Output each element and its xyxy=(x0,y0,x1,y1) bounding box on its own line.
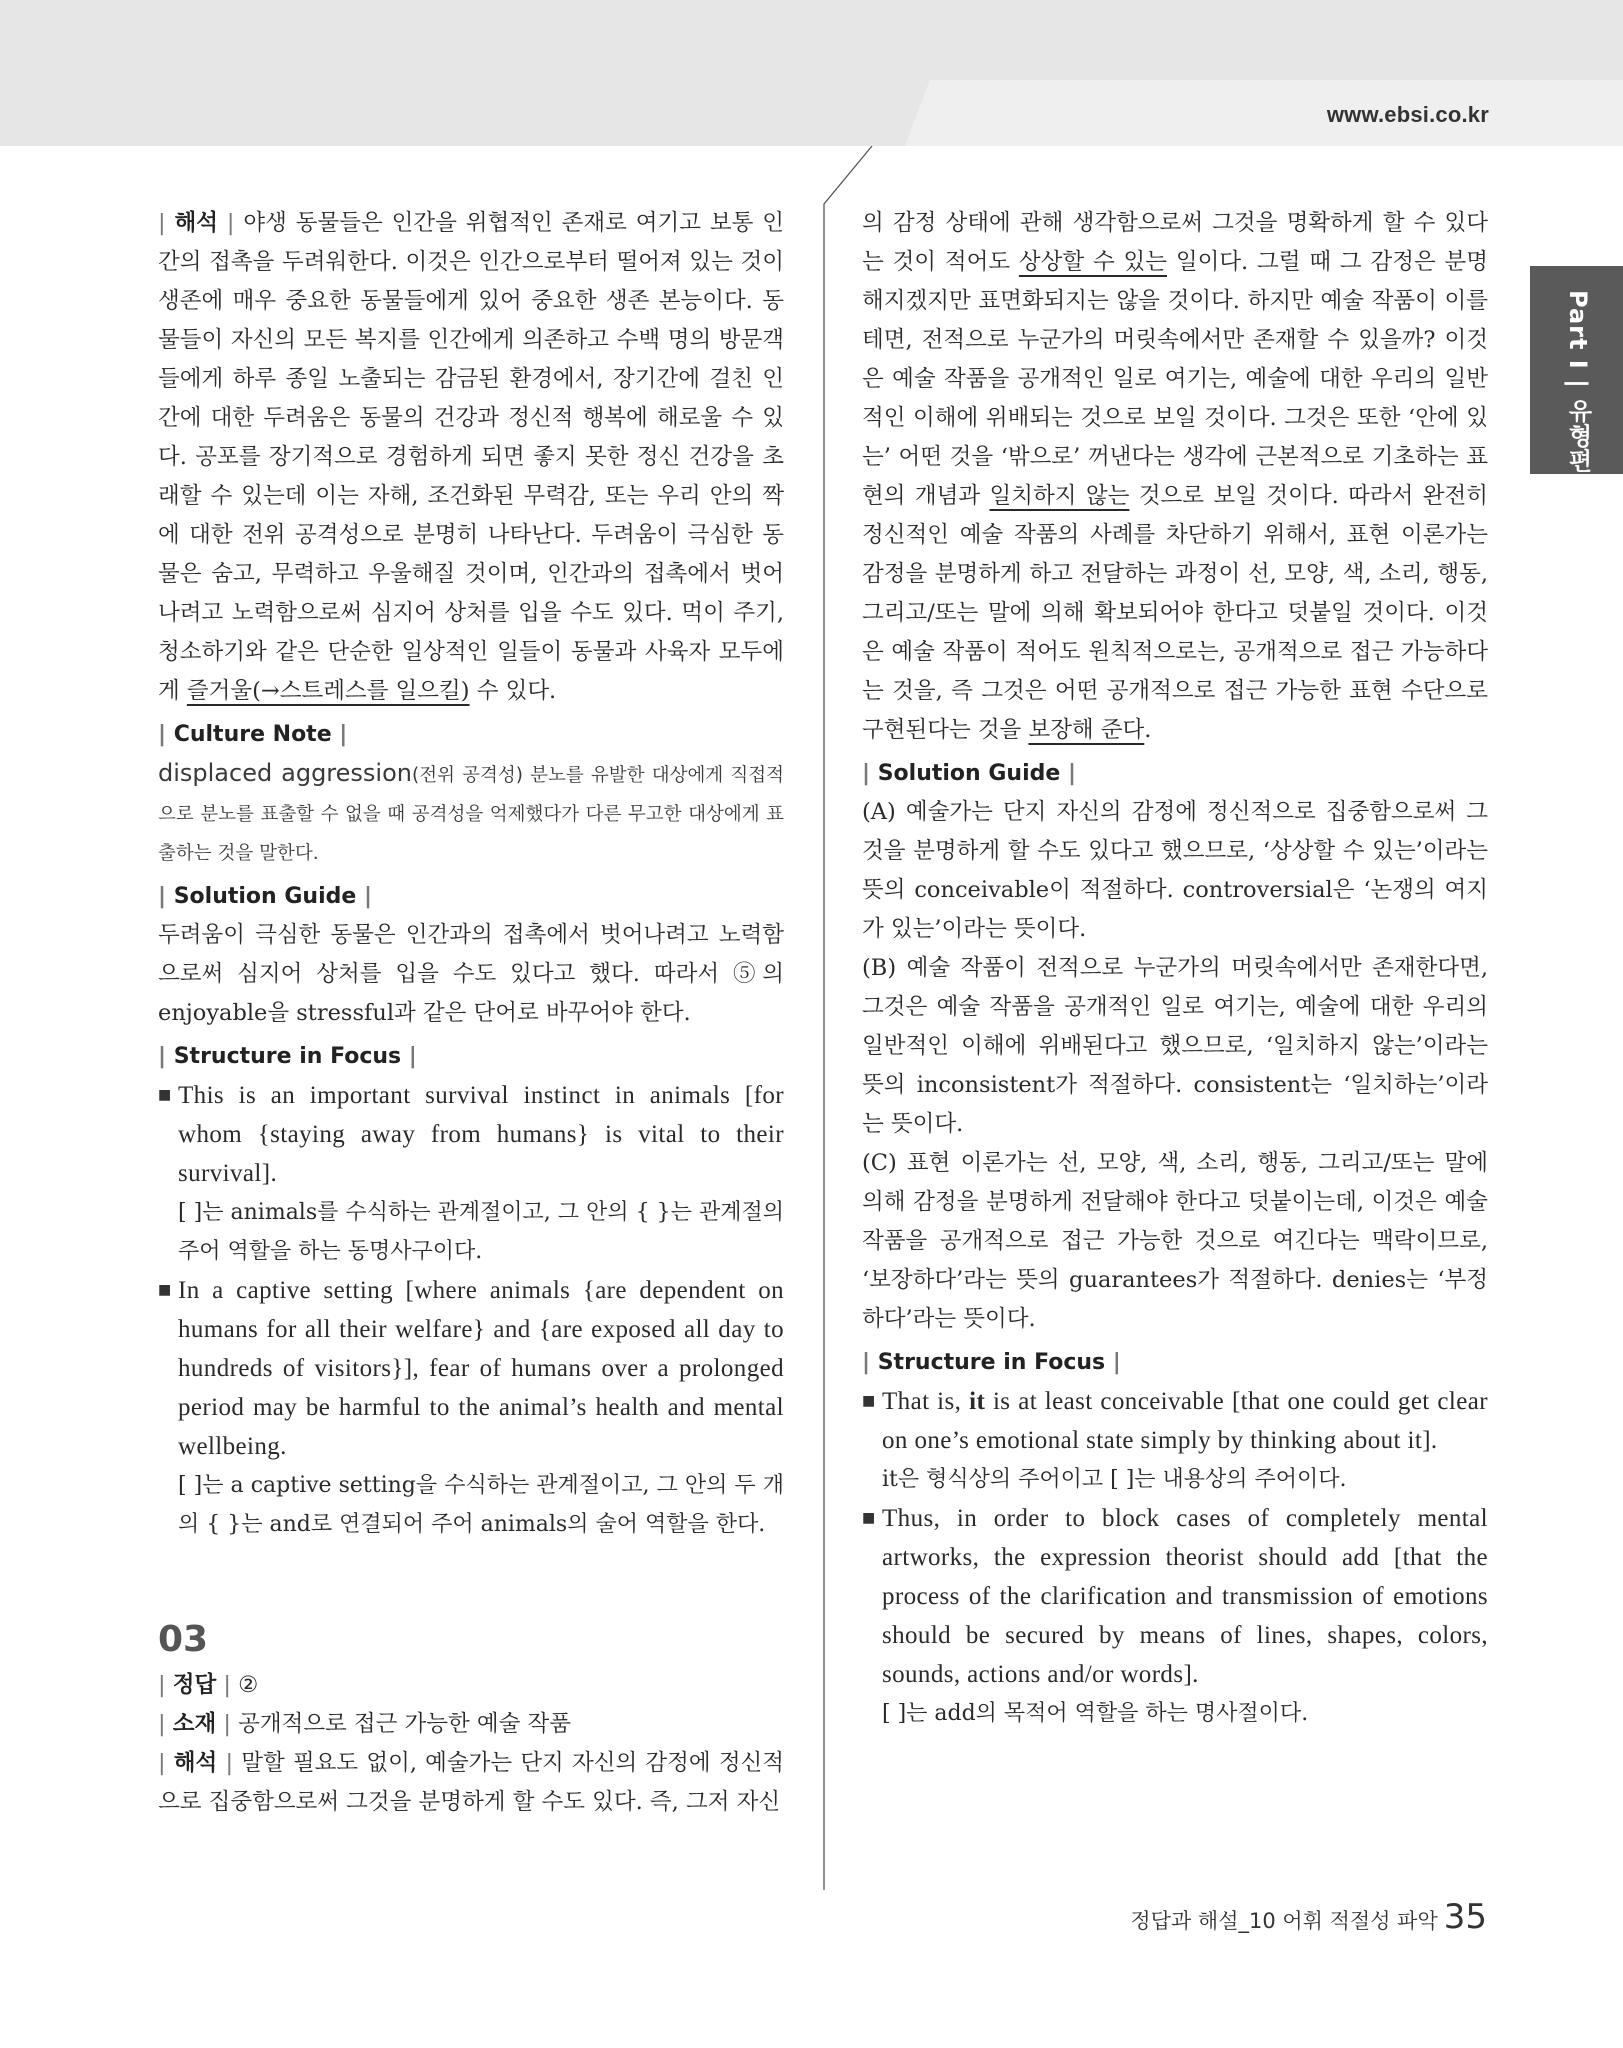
culture-note-text: displaced aggression(전위 공격성) 분노를 유발한 대상에게 직접적으로 분노를 표출할 수 없을 때 공격성을 억제했다가 다른 무고한 대상에게 표출하는 것을 말한다. xyxy=(158,759,784,864)
side-tab-label: Part I | 유형편 xyxy=(1564,290,1592,474)
square-bullet-icon: ■ xyxy=(158,1087,172,1103)
translation-paragraph: | 해석 | 야생 동물들은 인간을 위협적인 존재로 여기고 보통 인간의 접촉을 두려워한다. 이것은 인간으로부터 떨어져 있는 것이 생존에 매우 중요한 동물들에게 있어 중요한 생존 본능이다. 동물들이 자신의 모든 복지를 인간에게 의존하고 수백 명의 방문객들에게 하루 종일 노출되는 감금된 환경에서, 장기간에 걸친 인간에 대한 두려움은 동물의 건강과 정신적 행복에 해로울 수 있다. 공포를 장기적으로 경험하게 되면 좋지 못한 정신 건강을 초래할 수 있는데 이는 자해, 조건화된 무력감, 또는 우리 안의 짝에 대한 전위 공격성으로 분명히 나타난다. 두려움이 극심한 동물은 숨고, 무력하고 우울해질 것이며, 인간과의 접촉에서 벗어나려고 노력함으로써 심지어 상처를 입을 수도 있다. 먹이 주기, 청소하기와 같은 단순한 일상적인 일들이 동물과 사육자 모두에게 즐거울(→스트레스를 일으킬) 수 있다. xyxy=(158,210,784,704)
structure-item: ■ That is, it is at least conceivable [that one could get clear on one’s emotional state simply by thinking about it]. it은 형식상의 주어이고 [ ]는 내용상의 주어이다. xyxy=(862,1382,1488,1499)
structure-item: ■ This is an important survival instinct in animals [for whom {staying away from humans} is vital to their survival]. [ ]는 animals를 수식하는 관계절이고, 그 안의 { }는 관계절의 주어 역할을 하는 동명사구이다. xyxy=(158,1076,784,1271)
translation-continued: 의 감정 상태에 관해 생각함으로써 그것을 명확하게 할 수 있다는 것이 적어도 상상할 수 있는 일이다. 그럴 때 그 감정은 분명해지겠지만 표면화되지는 않을 것이다. 하지만 예술 작품이 이를테면, 전적으로 누군가의 머릿속에서만 존재할 수 있을까? 이것은 예술 작품을 공개적인 일로 여기는, 예술에 대한 우리의 일반적인 이해에 위배되는 것으로 보일 것이다. 그것은 또한 ‘안에 있는’ 어떤 것을 ‘밖으로’ 꺼낸다는 생각에 근본적으로 기초하는 표현의 개념과 일치하지 않는 것으로 보일 것이다. 따라서 완전히 정신적인 예술 작품의 사례를 차단하기 위해서, 표현 이론가는 감정을 분명하게 하고 전달하는 과정이 선, 모양, 색, 소리, 행동, 그리고/또는 말에 의해 확보되어야 한다고 덧붙일 것이다. 이것은 예술 작품이 적어도 원칙적으로는, 공개적으로 접근 가능하다는 것을, 즉 그것은 어떤 공개적으로 접근 가능한 표현 수단으로 구현된다는 것을 보장해 준다. xyxy=(862,210,1489,743)
culture-note-heading: | Culture Note | xyxy=(158,722,348,747)
square-bullet-icon: ■ xyxy=(862,1510,876,1526)
solution-c: (C) 표현 이론가는 선, 모양, 색, 소리, 행동, 그리고/또는 말에 의해 감정을 분명하게 전달해야 한다고 덧붙이는데, 이것은 예술 작품을 공개적으로 접근 가능한 것으로 여긴다는 맥락이므로, ‘보장하다’라는 뜻의 guarantees가 적절하다. denies는 ‘부정하다’라는 뜻이다. xyxy=(862,1150,1488,1332)
square-bullet-icon: ■ xyxy=(862,1393,876,1409)
structure-heading: | Structure in Focus | xyxy=(158,1044,417,1069)
answer-line: | 정답 | ② xyxy=(158,1672,259,1698)
question-number: 03 xyxy=(158,1619,209,1660)
underlined-answer: 즐거울(→스트레스를 일으킬) xyxy=(186,678,470,704)
structure-heading: | Structure in Focus | xyxy=(862,1350,1121,1375)
structure-item: ■ Thus, in order to block cases of completely mental artworks, the expression theorist should add [that the process of the clarification and transmission of emotions should be secured by means of lines, shapes, colors, sounds, actions and/or words]. [ ]는 add의 목적어 역할을 하는 명사절이다. xyxy=(862,1499,1488,1733)
translation2-paragraph: | 해석 | 말할 필요도 없이, 예술가는 단지 자신의 감정에 정신적으로 집중함으로써 그것을 분명하게 할 수도 있다. 즉, 그저 자신 xyxy=(158,1750,785,1815)
underlined-c: 보장해 준다 xyxy=(1028,717,1145,743)
solution-guide-text: 두려움이 극심한 동물은 인간과의 접촉에서 벗어나려고 노력함으로써 심지어 상처를 입을 수도 있다고 했다. 따라서 ⑤의 enjoyable을 stressful과 같은 단어로 바꾸어야 한다. xyxy=(158,922,784,1026)
solution-a: (A) 예술가는 단지 자신의 감정에 정신적으로 집중함으로써 그것을 분명하게 할 수도 있다고 했으므로, ‘상상할 수 있는’이라는 뜻의 conceivable이 적절하다. controversial은 ‘논쟁의 여지가 있는’이라는 뜻이다. xyxy=(862,799,1488,942)
underlined-a: 상상할 수 있는 xyxy=(1018,249,1168,275)
square-bullet-icon: ■ xyxy=(158,1282,172,1298)
structure-item: ■ In a captive setting [where animals {are dependent on humans for all their welfare} and {are exposed all day to hundreds of visitors}], fear of humans over a prolonged period may be harmful to the animal’s health and mental wellbeing. [ ]는 a captive setting을 수식하는 관계절이고, 그 안의 두 개의 { }는 and로 연결되어 주어 animals의 술어 역할을 한다. xyxy=(158,1271,784,1544)
solution-b: (B) 예술 작품이 전적으로 누군가의 머릿속에서만 존재한다면, 그것은 예술 작품을 공개적인 일로 여기는, 예술에 대한 우리의 일반적인 이해에 위배된다고 했으므로, ‘일치하지 않는’이라는 뜻의 inconsistent가 적절하다. consistent는 ‘일치하는’이라는 뜻이다. xyxy=(862,955,1488,1137)
topic-line: | 소재 | 공개적으로 접근 가능한 예술 작품 xyxy=(158,1711,572,1737)
solution-guide-heading: | Solution Guide | xyxy=(158,884,372,909)
translation-label: 해석 xyxy=(174,210,218,236)
site-url[interactable]: www.ebsi.co.kr xyxy=(1326,102,1489,127)
left-column xyxy=(158,204,784,1822)
underlined-b: 일치하지 않는 xyxy=(989,483,1130,509)
page-number: 35 xyxy=(1443,1897,1487,1937)
right-column xyxy=(862,204,1488,1733)
footer-section-title: 정답과 해설_10 어휘 적절성 파악 xyxy=(1130,1909,1438,1933)
solution-guide-heading: | Solution Guide | xyxy=(862,761,1076,786)
page-footer xyxy=(1130,1897,1487,1937)
